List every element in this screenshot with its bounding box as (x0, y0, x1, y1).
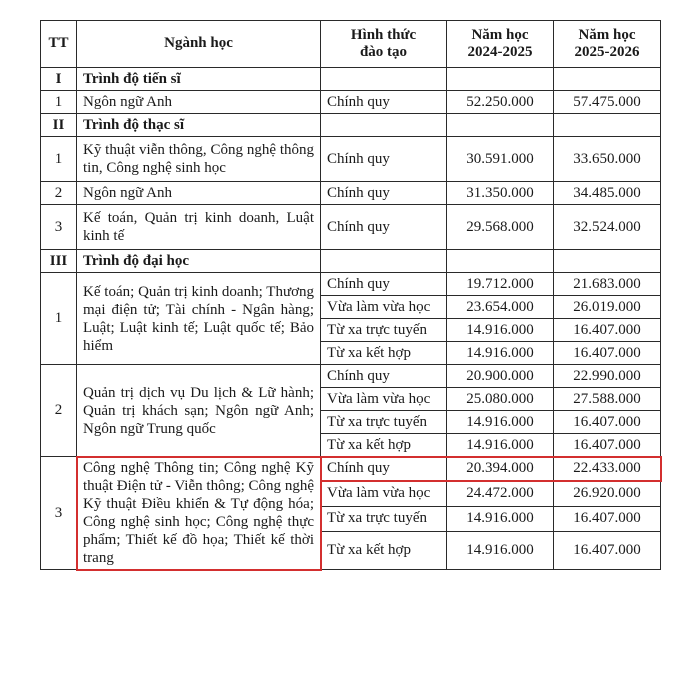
section-number: I (41, 68, 77, 91)
table-row (41, 182, 661, 205)
row-fee-2025: 57.475.000 (554, 91, 661, 114)
row-fee-2024: 14.916.000 (447, 342, 554, 365)
row-fee-2025: 21.683.000 (554, 273, 661, 296)
row-mode: Từ xa trực tuyến (321, 411, 447, 434)
table-header-row (41, 21, 661, 68)
section-title: Trình độ tiến sĩ (77, 68, 321, 91)
row-mode: Chính quy (321, 205, 447, 250)
header-tt: TT (41, 21, 77, 68)
row-fee-2024: 24.472.000 (447, 481, 554, 506)
row-fee-2025: 16.407.000 (554, 434, 661, 457)
section-number: III (41, 250, 77, 273)
row-fee-2024: 14.916.000 (447, 411, 554, 434)
row-fee-2025: 16.407.000 (554, 531, 661, 569)
row-fee-2025: 16.407.000 (554, 411, 661, 434)
row-major: Ngôn ngữ Anh (77, 182, 321, 205)
section-number: II (41, 114, 77, 137)
row-fee-2024: 20.394.000 (447, 457, 554, 482)
group-major: Quản trị dịch vụ Du lịch & Lữ hành; Quản trị khách sạn; Ngôn ngữ Anh; Ngôn ngữ Trung quốc (77, 365, 321, 457)
row-tt: 1 (41, 137, 77, 182)
row-major: Kế toán, Quản trị kinh doanh, Luật kinh tế (77, 205, 321, 250)
tuition-table (40, 20, 661, 570)
section-row (41, 68, 661, 91)
row-tt: 3 (41, 205, 77, 250)
section-row (41, 114, 661, 137)
row-fee-2024: 52.250.000 (447, 91, 554, 114)
row-fee-2024: 30.591.000 (447, 137, 554, 182)
row-major: Ngôn ngữ Anh (77, 91, 321, 114)
row-fee-2024: 31.350.000 (447, 182, 554, 205)
row-fee-2025: 16.407.000 (554, 319, 661, 342)
row-mode: Từ xa trực tuyến (321, 319, 447, 342)
section-row (41, 250, 661, 273)
row-fee-2024: 19.712.000 (447, 273, 554, 296)
row-fee-2025: 16.407.000 (554, 342, 661, 365)
section-title: Trình độ thạc sĩ (77, 114, 321, 137)
row-fee-2024: 14.916.000 (447, 319, 554, 342)
table-row (41, 273, 661, 296)
row-fee-2024: 23.654.000 (447, 296, 554, 319)
row-fee-2024: 29.568.000 (447, 205, 554, 250)
row-mode: Từ xa kết hợp (321, 434, 447, 457)
header-y2-line1: Năm học (578, 26, 636, 43)
row-mode: Chính quy (321, 365, 447, 388)
row-tt: 1 (41, 91, 77, 114)
header-major: Ngành học (77, 21, 321, 68)
header-mode-line1: Hình thức (350, 26, 417, 43)
row-fee-2024: 14.916.000 (447, 434, 554, 457)
row-mode: Từ xa kết hợp (321, 342, 447, 365)
table-row (41, 137, 661, 182)
group-tt: 3 (41, 457, 77, 570)
row-fee-2025: 22.990.000 (554, 365, 661, 388)
row-major: Kỹ thuật viễn thông, Công nghệ thông tin, Công nghệ sinh học (77, 137, 321, 182)
group-tt: 2 (41, 365, 77, 457)
row-fee-2025: 32.524.000 (554, 205, 661, 250)
group-major: Kế toán; Quản trị kinh doanh; Thương mại điện tử; Tài chính - Ngân hàng; Luật; Luật kinh tế; Luật quốc tế; Bảo hiểm (77, 273, 321, 365)
row-mode: Vừa làm vừa học (321, 388, 447, 411)
row-mode: Chính quy (321, 137, 447, 182)
row-mode: Chính quy (321, 91, 447, 114)
row-mode: Vừa làm vừa học (321, 481, 447, 506)
table-row-highlighted (41, 457, 661, 482)
row-fee-2024: 20.900.000 (447, 365, 554, 388)
row-fee-2025: 16.407.000 (554, 506, 661, 531)
header-year-2024 (447, 21, 554, 68)
row-fee-2024: 25.080.000 (447, 388, 554, 411)
row-fee-2025: 22.433.000 (554, 457, 661, 482)
table-row (41, 365, 661, 388)
header-year-2025 (554, 21, 661, 68)
row-fee-2025: 26.019.000 (554, 296, 661, 319)
row-tt: 2 (41, 182, 77, 205)
row-fee-2024: 14.916.000 (447, 506, 554, 531)
row-mode: Từ xa trực tuyến (321, 506, 447, 531)
row-fee-2025: 26.920.000 (554, 481, 661, 506)
row-fee-2025: 34.485.000 (554, 182, 661, 205)
row-mode: Chính quy (321, 273, 447, 296)
row-fee-2025: 33.650.000 (554, 137, 661, 182)
row-fee-2024: 14.916.000 (447, 531, 554, 569)
section-title: Trình độ đại học (77, 250, 321, 273)
group-major-highlighted: Công nghệ Thông tin; Công nghệ Kỹ thuật Điện tử - Viễn thông; Công nghệ Kỹ thuật Điều khiển & Tự động hóa; Công nghệ sinh học; Công nghệ thực phẩm; Thiết kế đồ họa; Thiết kế thời trang (77, 457, 321, 570)
header-y2-line2: 2025-2026 (574, 44, 640, 60)
row-mode: Chính quy (321, 182, 447, 205)
header-mode-line2: đào tạo (359, 44, 408, 60)
row-mode: Chính quy (321, 457, 447, 482)
table-row (41, 91, 661, 114)
header-y1-line1: Năm học (471, 26, 529, 43)
group-tt: 1 (41, 273, 77, 365)
row-mode: Vừa làm vừa học (321, 296, 447, 319)
header-mode (321, 21, 447, 68)
table-row (41, 205, 661, 250)
header-y1-line2: 2024-2025 (467, 44, 533, 60)
row-mode: Từ xa kết hợp (321, 531, 447, 569)
row-fee-2025: 27.588.000 (554, 388, 661, 411)
